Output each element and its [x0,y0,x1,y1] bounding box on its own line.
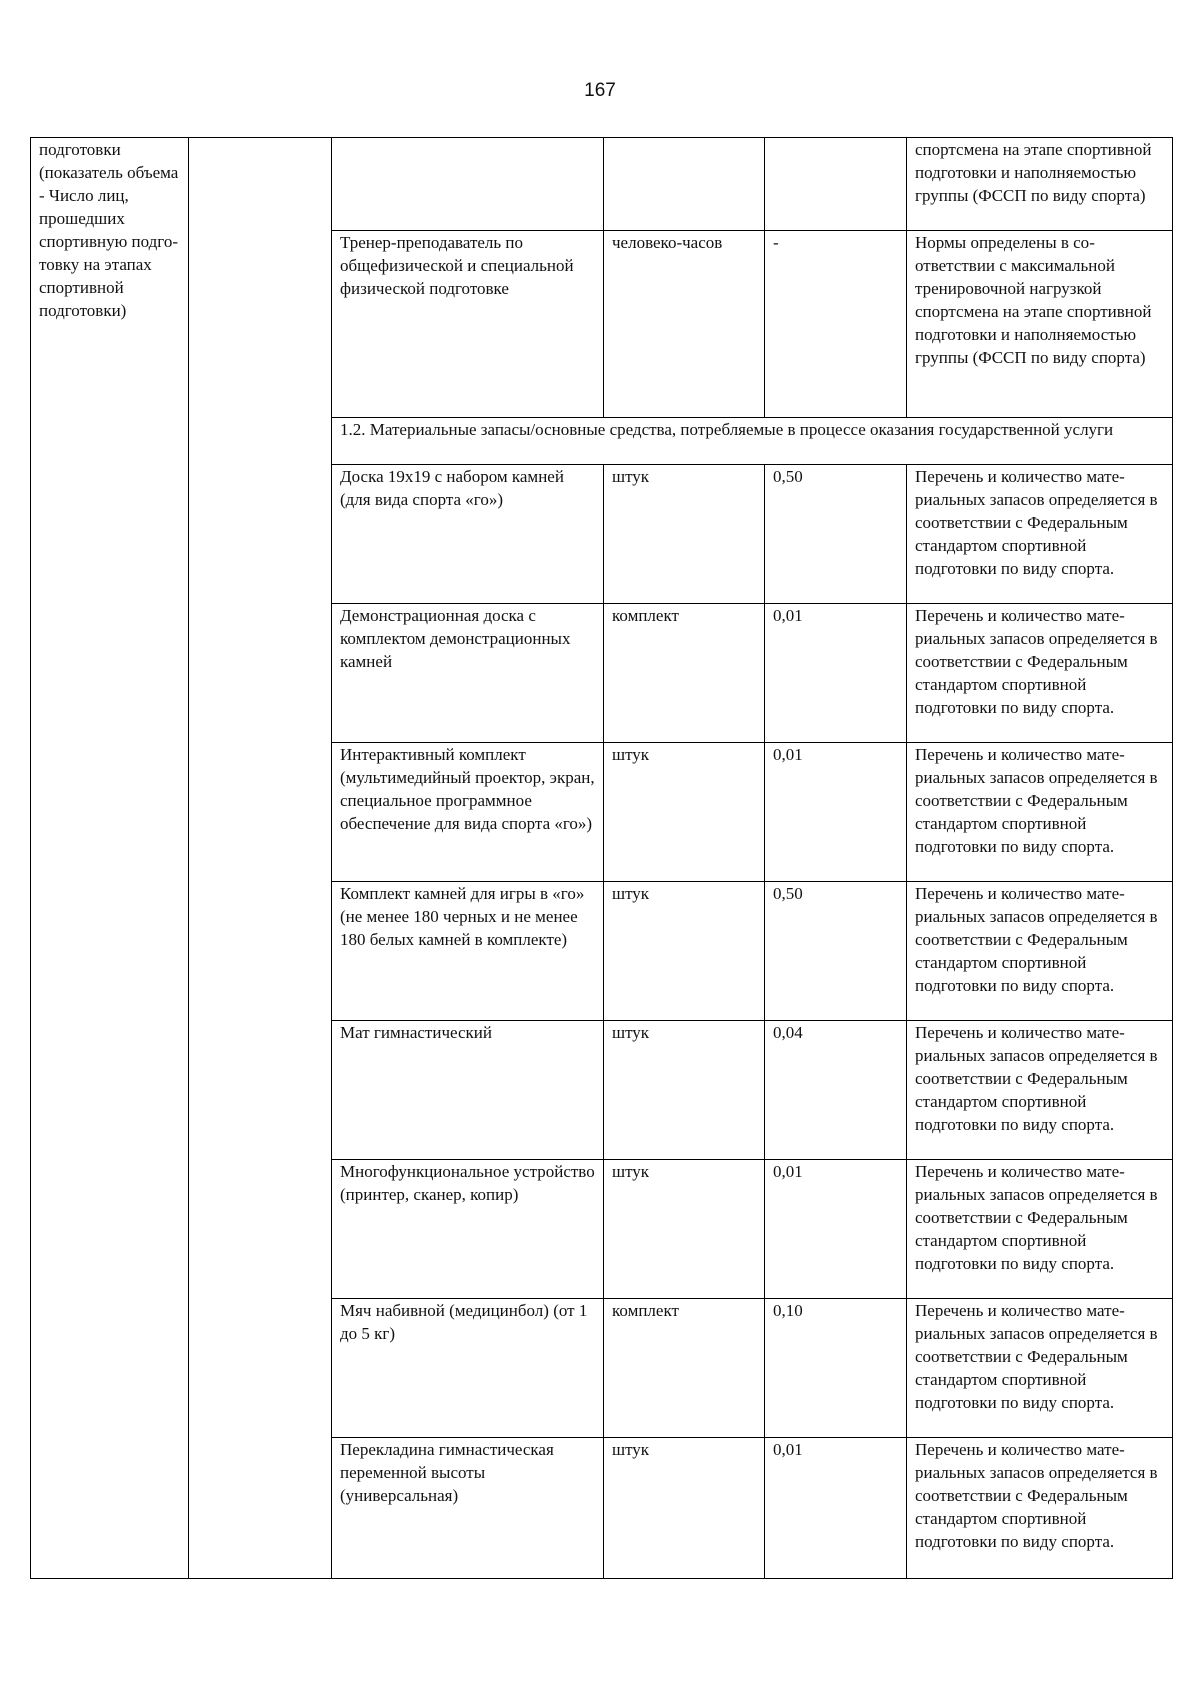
resource-name-cell: Интерактивный комплект (мультимедийный проектор, экран, специальное программное обеспечение для вида спорта «го») [332,743,604,882]
normative-costs-table [30,137,1173,1579]
value-cell: 0,50 [765,465,907,604]
unit-cell: штук [604,1438,765,1579]
unit-cell: комплект [604,604,765,743]
unit-cell: человеко-часов [604,231,765,418]
note-cell: Перечень и количество материальных запасов определяется в соответствии с Федеральным стандартом спортивной подготовки по виду спорта. [907,1299,1173,1438]
note-cell: Перечень и количество материальных запасов определяется в соответствии с Федеральным стандартом спортивной подготовки по виду спорта. [907,1438,1173,1579]
unit-cell: штук [604,1160,765,1299]
note-cell: Перечень и количество материальных запасов определяется в соответствии с Федеральным стандартом спортивной подготовки по виду спорта. [907,743,1173,882]
value-cell [765,138,907,231]
note-cell: спортсмена на этапе спортивной подготовки и наполняемостью группы (ФССП по виду спорта) [907,138,1173,231]
note-cell: Перечень и количество материальных запасов определяется в соответствии с Федеральным стандартом спортивной подготовки по виду спорта. [907,1160,1173,1299]
unit-cell: штук [604,465,765,604]
value-cell: - [765,231,907,418]
resource-name-cell [332,138,604,231]
resource-name-cell: Мяч набивной (медицинбол) (от 1 до 5 кг) [332,1299,604,1438]
note-cell: Перечень и количество материальных запасов определяется в соответствии с Федеральным стандартом спортивной подготовки по виду спорта. [907,604,1173,743]
resource-name-cell: Демонстрационная доска с комплектом демонстрационных камней [332,604,604,743]
resource-name-cell: Многофункциональное устройство (принтер, сканер, копир) [332,1160,604,1299]
resource-name-cell: Перекладина гимнастическая переменной высоты (универсальная) [332,1438,604,1579]
value-cell: 0,01 [765,1438,907,1579]
note-cell: Перечень и количество материальных запасов определяется в соответствии с Федеральным стандартом спортивной подготовки по виду спорта. [907,882,1173,1021]
section-heading: 1.2. Материальные запасы/основные средства, потребляемые в процессе оказания государственной услуги [332,418,1173,465]
service-description-cell: подготовки (показатель объема - Число лиц, прошедших спортивную подготовку на этапах спортивной подготовки) [31,138,189,1579]
value-cell: 0,10 [765,1299,907,1438]
unit-cell: комплект [604,1299,765,1438]
resource-name-cell: Комплект камней для игры в «го» (не менее 180 черных и не менее 180 белых камней в комплекте) [332,882,604,1021]
resource-name-cell: Тренер-преподаватель по общефизической и специальной физической подготовке [332,231,604,418]
table-row [31,138,1173,231]
note-cell: Нормы определены в соответствии с максимальной тренировочной нагрузкой спортсмена на этапе спортивной подготовки и наполняемостью группы (ФССП по виду спорта) [907,231,1173,418]
empty-column-cell [189,138,332,1579]
resource-name-cell: Доска 19x19 с набором камней (для вида спорта «го») [332,465,604,604]
unit-cell: штук [604,882,765,1021]
unit-cell: штук [604,1021,765,1160]
value-cell: 0,01 [765,1160,907,1299]
resource-name-cell: Мат гимнастический [332,1021,604,1160]
page-number: 167 [584,80,616,101]
unit-cell [604,138,765,231]
note-cell: Перечень и количество материальных запасов определяется в соответствии с Федеральным стандартом спортивной подготовки по виду спорта. [907,1021,1173,1160]
note-cell: Перечень и количество материальных запасов определяется в соответствии с Федеральным стандартом спортивной подготовки по виду спорта. [907,465,1173,604]
value-cell: 0,01 [765,604,907,743]
value-cell: 0,04 [765,1021,907,1160]
value-cell: 0,50 [765,882,907,1021]
unit-cell: штук [604,743,765,882]
value-cell: 0,01 [765,743,907,882]
